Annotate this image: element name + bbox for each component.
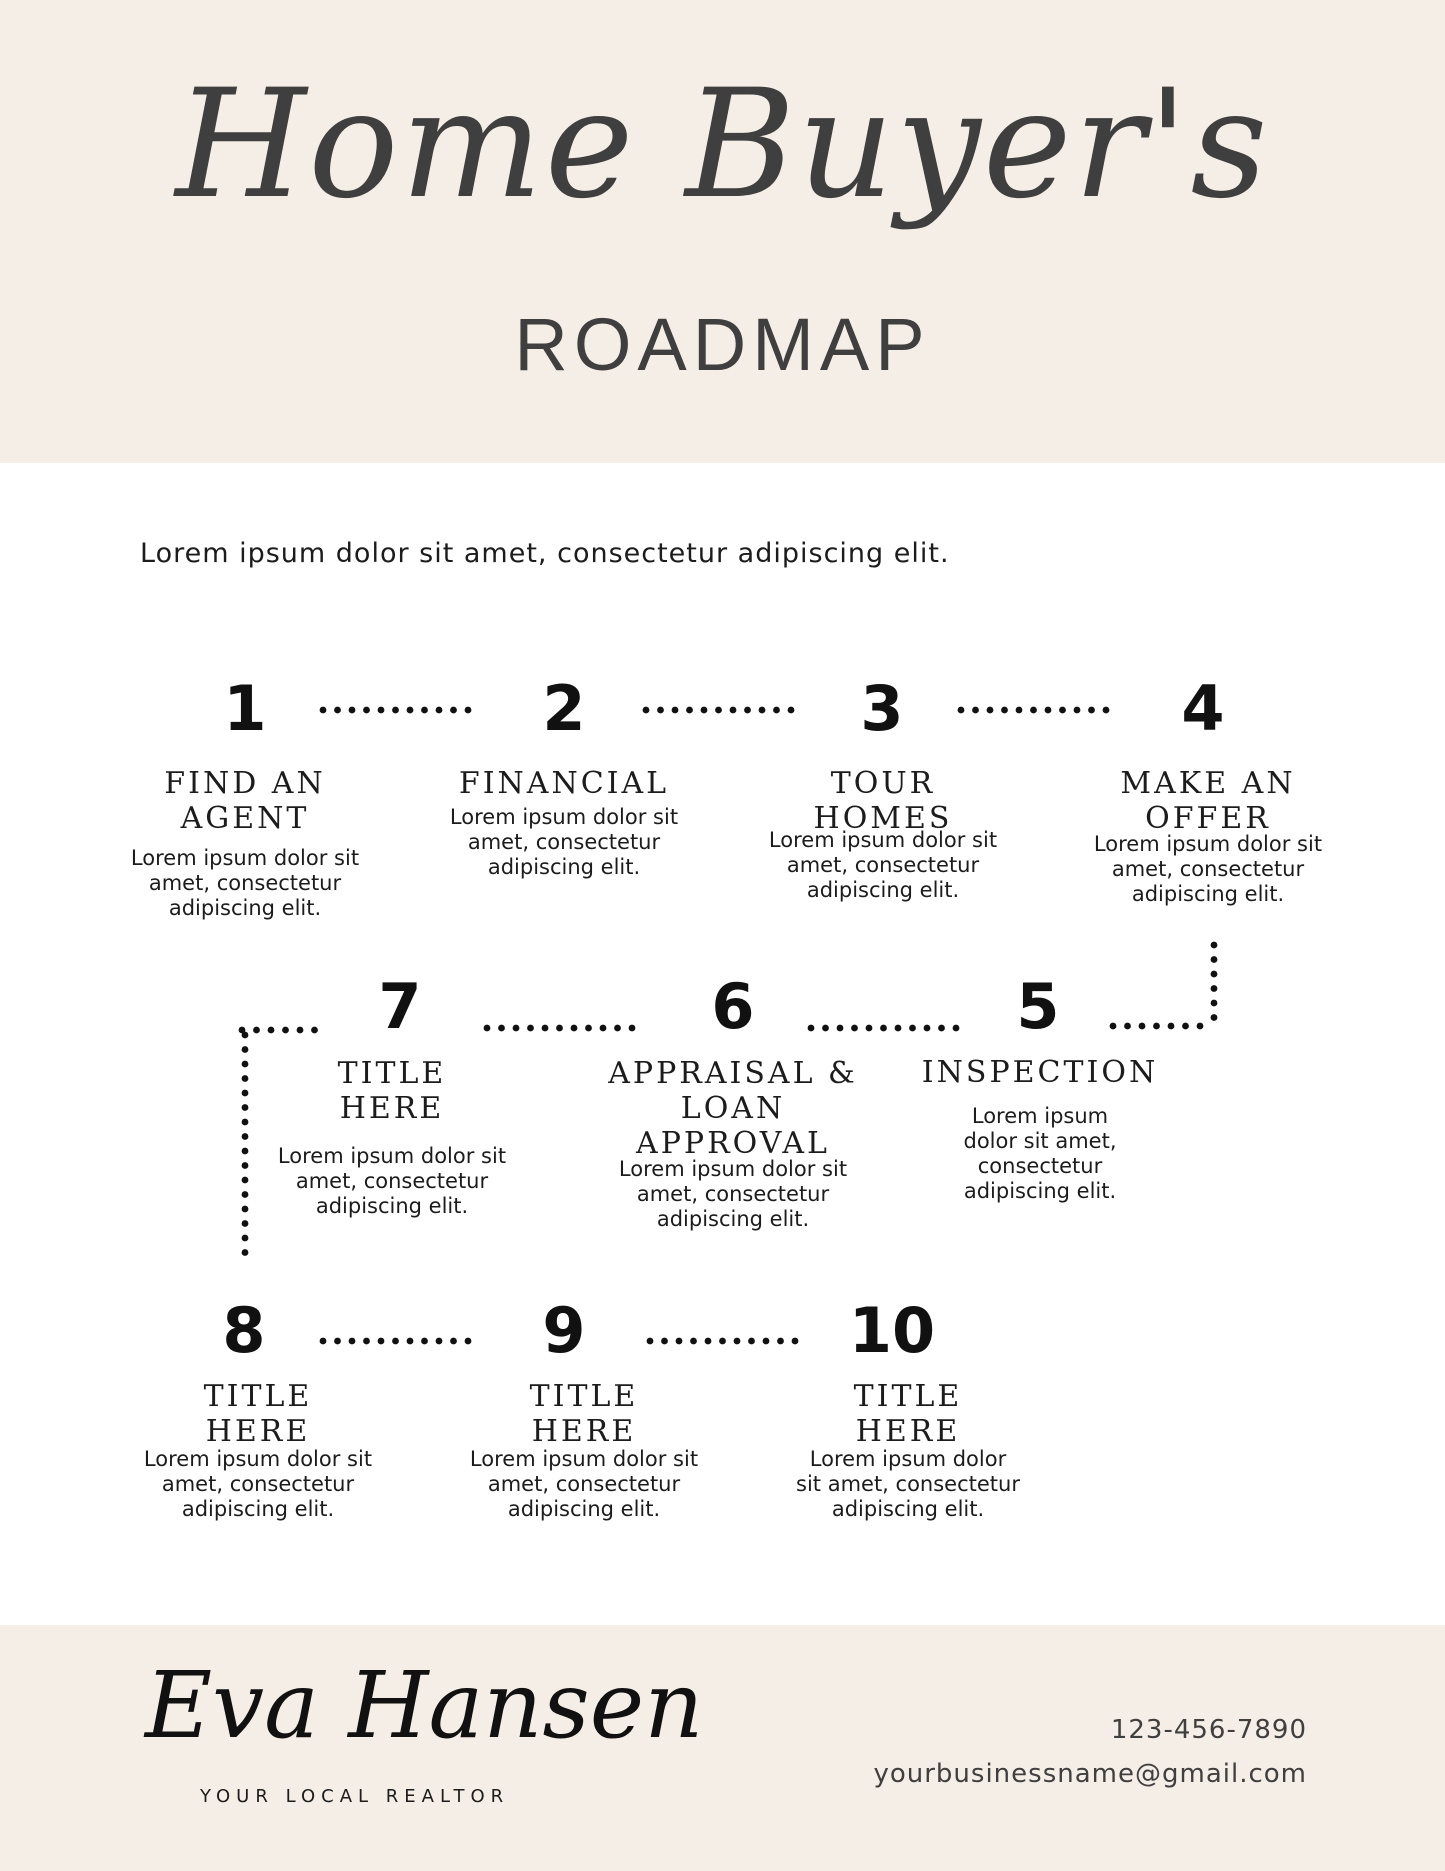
connector-dot — [421, 1338, 428, 1345]
step-number-7: 7 — [378, 970, 422, 1043]
connector-dot — [253, 1027, 260, 1034]
connector-dot — [851, 1025, 858, 1032]
step-number-6: 6 — [711, 970, 755, 1043]
step-title: TITLE HERE — [853, 1379, 963, 1449]
connector-dot — [880, 1025, 887, 1032]
connector-dot — [788, 707, 795, 714]
step-title: TOUR HOMES — [813, 766, 953, 836]
step-2 — [429, 766, 699, 880]
connector-dot — [450, 1338, 457, 1345]
connector-dot — [242, 1104, 249, 1111]
connector-dot — [242, 1090, 249, 1097]
connector-dot — [378, 707, 385, 714]
connector-dot — [777, 1338, 784, 1345]
connector-dot — [676, 1338, 683, 1345]
connector-dot — [407, 1338, 414, 1345]
connector-dot — [450, 707, 457, 714]
connector-dot — [909, 1025, 916, 1032]
connector-dot — [268, 1027, 275, 1034]
connector-dot — [392, 1338, 399, 1345]
connector-dot — [763, 1338, 770, 1345]
connector-dot — [686, 707, 693, 714]
connector-dot — [1153, 1023, 1160, 1030]
connector-dot — [513, 1025, 520, 1032]
step-desc: Lorem ipsum dolor sit amet, consectetur adipiscing elit. — [768, 828, 998, 902]
connector-dot — [407, 707, 414, 714]
connector-dot — [953, 1025, 960, 1032]
connector-dot — [349, 707, 356, 714]
connector-dot — [1001, 707, 1008, 714]
connector-dot — [585, 1025, 592, 1032]
connector-dot — [719, 1338, 726, 1345]
connector-dot — [542, 1025, 549, 1032]
connector-dot — [715, 707, 722, 714]
step-7 — [257, 1056, 527, 1219]
connector-dot — [661, 1338, 668, 1345]
connector-dot — [1168, 1023, 1175, 1030]
connector-dot — [320, 1338, 327, 1345]
connector-dot — [242, 1075, 249, 1082]
connector-dot — [311, 1027, 318, 1034]
step-number-5: 5 — [1016, 970, 1060, 1043]
step-desc: Lorem ipsum dolor sit amet, consectetur adipiscing elit. — [277, 1144, 507, 1218]
step-title: FIND AN AGENT — [164, 766, 326, 836]
step-desc: Lorem ipsum dolor sit amet, consectetur adipiscing elit. — [796, 1447, 1020, 1521]
connector-dot — [690, 1338, 697, 1345]
connector-dot — [1211, 985, 1218, 992]
connector-dot — [792, 1338, 799, 1345]
connector-dot — [1211, 1000, 1218, 1007]
connector-dot — [242, 1191, 249, 1198]
connector-dot — [744, 707, 751, 714]
connector-dot — [647, 1338, 654, 1345]
connector-dot — [571, 1025, 578, 1032]
connector-dot — [1182, 1023, 1189, 1030]
connector-dot — [657, 707, 664, 714]
connector-dot — [987, 707, 994, 714]
step-desc: Lorem ipsum dolor sit amet, consectetur adipiscing elit. — [469, 1447, 699, 1521]
step-6 — [598, 1056, 868, 1232]
connector-dot — [629, 1025, 636, 1032]
connector-dot — [1030, 707, 1037, 714]
step-desc: Lorem ipsum dolor sit amet, consectetur adipiscing elit. — [1093, 832, 1323, 906]
connector-dot — [242, 1249, 249, 1256]
connector-dot — [1016, 707, 1023, 714]
connector-dot — [1211, 942, 1218, 949]
connector-dot — [242, 1206, 249, 1213]
step-title: TITLE HERE — [203, 1379, 313, 1449]
connector-dot — [958, 707, 965, 714]
connector-dot — [378, 1338, 385, 1345]
connector-dot — [705, 1338, 712, 1345]
connector-dot — [297, 1027, 304, 1034]
connector-dot — [1045, 707, 1052, 714]
connector-dot — [837, 1025, 844, 1032]
connector-dot — [972, 707, 979, 714]
connector-dot — [734, 1338, 741, 1345]
connector-dot — [759, 707, 766, 714]
connector-dot — [1103, 707, 1110, 714]
connector-dot — [701, 707, 708, 714]
connector-5-6 — [806, 1023, 962, 1033]
connector-6-7 — [482, 1023, 638, 1033]
connector-3-4 — [956, 705, 1112, 715]
connector-dot — [242, 1162, 249, 1169]
connector-dot — [436, 707, 443, 714]
step-number-3: 3 — [860, 672, 904, 745]
connector-dot — [465, 707, 472, 714]
connector-dot — [1110, 1023, 1117, 1030]
connector-dot — [363, 707, 370, 714]
connector-dot — [600, 1025, 607, 1032]
connector-dot — [334, 707, 341, 714]
step-number-8: 8 — [222, 1294, 266, 1367]
step-3 — [748, 766, 1018, 903]
step-number-4: 4 — [1181, 672, 1225, 745]
connector-2-3 — [641, 705, 797, 715]
intro-text: Lorem ipsum dolor sit amet, consectetur adipiscing elit. — [140, 538, 950, 569]
connector-dot — [1211, 971, 1218, 978]
connector-dot — [643, 707, 650, 714]
step-1 — [110, 766, 380, 921]
connector-dot — [465, 1338, 472, 1345]
connector-dot — [242, 1061, 249, 1068]
connector-dot — [436, 1338, 443, 1345]
step-10 — [773, 1379, 1043, 1522]
connector-dot — [498, 1025, 505, 1032]
connector-dot — [924, 1025, 931, 1032]
connector-dot — [1139, 1023, 1146, 1030]
connector-dot — [1088, 707, 1095, 714]
step-9 — [449, 1379, 719, 1522]
connector-4-5-horizontal — [1108, 1021, 1216, 1031]
connector-dot — [1059, 707, 1066, 714]
connector-dot — [730, 707, 737, 714]
connector-7-8-vertical — [240, 1030, 250, 1266]
step-desc: Lorem ipsum dolor sit amet, consectetur adipiscing elit. — [618, 1157, 848, 1231]
connector-9-10 — [645, 1336, 801, 1346]
connector-dot — [773, 707, 780, 714]
step-4 — [1073, 766, 1343, 907]
step-title: MAKE AN OFFER — [1120, 766, 1296, 836]
connector-dot — [242, 1133, 249, 1140]
step-desc: Lorem ipsum dolor sit amet, consectetur adipiscing elit. — [449, 805, 679, 879]
step-title: FINANCIAL — [458, 766, 670, 801]
connector-dot — [748, 1338, 755, 1345]
connector-dot — [527, 1025, 534, 1032]
connector-dot — [242, 1032, 249, 1039]
phone-number[interactable]: 123-456-7890 — [1110, 1715, 1307, 1745]
connector-dot — [895, 1025, 902, 1032]
connector-dot — [614, 1025, 621, 1032]
connector-dot — [242, 1220, 249, 1227]
step-desc: Lorem ipsum dolor sit amet, consectetur adipiscing elit. — [130, 846, 360, 920]
connector-dot — [672, 707, 679, 714]
connector-1-2 — [318, 705, 474, 715]
step-5 — [910, 1055, 1170, 1204]
step-8 — [123, 1379, 393, 1522]
connector-dot — [1124, 1023, 1131, 1030]
step-number-10: 10 — [848, 1294, 936, 1367]
step-number-9: 9 — [542, 1294, 586, 1367]
connector-4-5-vertical — [1209, 940, 1219, 1030]
connector-dot — [242, 1177, 249, 1184]
connector-dot — [1074, 707, 1081, 714]
connector-dot — [808, 1025, 815, 1032]
connector-dot — [1211, 1014, 1218, 1021]
signature: Eva Hansen — [145, 1652, 704, 1759]
script-title: Home Buyer's — [175, 58, 1270, 232]
connector-dot — [363, 1338, 370, 1345]
step-title: TITLE HERE — [529, 1379, 639, 1449]
roadmap-subtitle: ROADMAP — [514, 303, 931, 386]
connector-dot — [242, 1046, 249, 1053]
connector-dot — [484, 1025, 491, 1032]
connector-dot — [242, 1235, 249, 1242]
step-number-1: 1 — [223, 672, 267, 745]
step-title: APPRAISAL & LOAN APPROVAL — [608, 1056, 858, 1161]
connector-dot — [320, 707, 327, 714]
connector-dot — [334, 1338, 341, 1345]
connector-dot — [556, 1025, 563, 1032]
connector-dot — [866, 1025, 873, 1032]
step-number-2: 2 — [542, 672, 586, 745]
realtor-tagline: YOUR LOCAL REALTOR — [200, 1786, 510, 1807]
connector-dot — [822, 1025, 829, 1032]
step-desc: Lorem ipsum dolor sit amet, consectetur adipiscing elit. — [963, 1104, 1117, 1203]
email-address[interactable]: yourbusinessname@gmail.com — [873, 1759, 1307, 1789]
step-title: TITLE HERE — [337, 1056, 447, 1126]
connector-dot — [392, 707, 399, 714]
connector-8-9 — [318, 1336, 474, 1346]
step-title: INSPECTION — [921, 1055, 1159, 1090]
connector-dot — [242, 1148, 249, 1155]
connector-dot — [1211, 956, 1218, 963]
connector-dot — [1197, 1023, 1204, 1030]
connector-dot — [242, 1119, 249, 1126]
connector-dot — [421, 707, 428, 714]
step-desc: Lorem ipsum dolor sit amet, consectetur adipiscing elit. — [143, 1447, 373, 1521]
connector-dot — [938, 1025, 945, 1032]
connector-dot — [349, 1338, 356, 1345]
connector-dot — [282, 1027, 289, 1034]
